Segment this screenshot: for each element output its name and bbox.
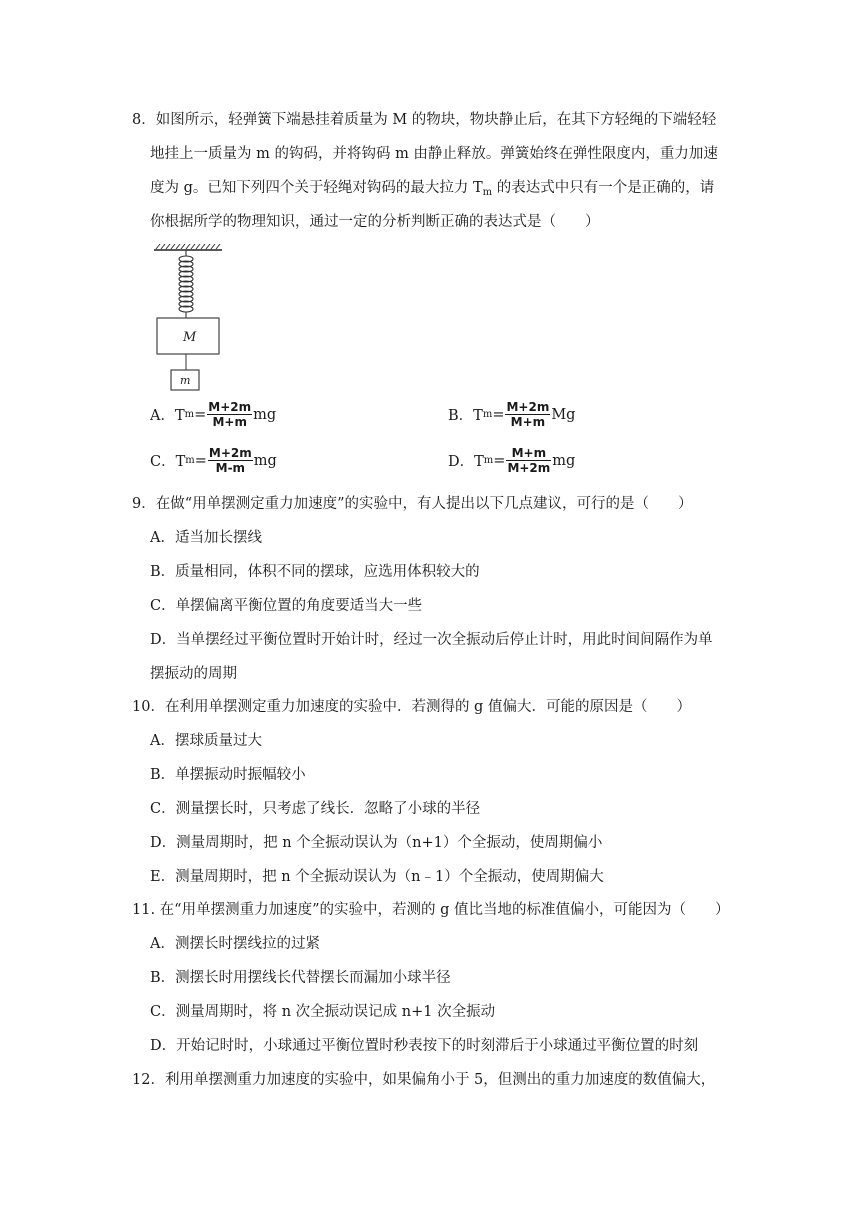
q10-option-d[interactable]: D．测量周期时，把 n 个全振动误认为（n+1）个全振动，使周期偏小 xyxy=(150,835,603,851)
q11-option-c[interactable]: C．测量周期时，将 n 次全振动误记成 n+1 次全振动 xyxy=(150,1004,496,1020)
q8-option-a-num: M+2m xyxy=(208,400,252,414)
q8-option-d-sub: m xyxy=(483,455,494,466)
q9-option-b[interactable]: B．质量相同，体积不同的摆球，应选用体积较大的 xyxy=(150,564,480,580)
q8-option-c-fraction xyxy=(208,446,253,475)
q9-option-a[interactable]: A．适当加长摆线 xyxy=(150,530,262,546)
q9-stem: 9．在做“用单摆测定重力加速度”的实验中，有人提出以下几点建议，可行的是（ ） xyxy=(132,496,693,512)
q11-option-a[interactable]: A．测摆长时摆线拉的过紧 xyxy=(150,936,320,952)
q8-option-b[interactable] xyxy=(448,400,575,429)
q8-option-d-num: M+m xyxy=(511,446,547,460)
q8-option-d-prefix: D．T xyxy=(448,454,484,470)
q10-stem: 10．在利用单摆测定重力加速度的实验中．若测得的 g 值偏大．可能的原因是（ ） xyxy=(132,699,691,715)
q8-stem-line-2: 地挂上一质量为 m 的钩码，并将钩码 m 由静止释放。弹簧始终在弹性限度内，重力加速 xyxy=(150,146,718,162)
q8-option-a-fraction xyxy=(207,400,252,429)
q8-option-b-den: M+m xyxy=(510,415,546,429)
ceiling-hatch xyxy=(156,244,220,249)
q12-stem: 12．利用单摆测重力加速度的实验中，如果偏角小于 5，但测出的重力加速度的数值偏大， xyxy=(132,1072,716,1088)
q8-stem-line-3a: 度为 g。已知下列四个关于轻绳对钩码的最大拉力 T xyxy=(150,180,483,196)
q11-option-d[interactable]: D．开始记时时，小球通过平衡位置时秒表按下的时刻滞后于小球通过平衡位置的时刻 xyxy=(150,1038,699,1054)
spring-block-figure xyxy=(150,244,230,394)
q8-option-d[interactable] xyxy=(448,446,575,475)
q8-stem-line-4: 你根据所学的物理知识，通过一定的分析判断正确的表达式是（ ） xyxy=(150,214,600,230)
q8-option-c-prefix: C．T xyxy=(150,454,186,470)
q8-option-c-sub: m xyxy=(185,455,195,466)
q8-option-c-den: M-m xyxy=(215,461,246,475)
q9-option-d[interactable]: D．当单摆经过平衡位置时开始计时，经过一次全振动后停止计时，用此时间间隔作为单 xyxy=(150,632,713,648)
q8-option-d-suffix: mg xyxy=(552,452,576,469)
q8-option-b-suffix: Mg xyxy=(551,406,576,423)
q8-option-a[interactable] xyxy=(150,400,276,429)
q8-option-a-sub: m xyxy=(184,409,195,420)
q8-stem-tm-sub: m xyxy=(482,187,493,198)
q8-option-a-suffix: mg xyxy=(253,406,277,423)
spring-coil xyxy=(179,250,193,318)
q8-option-b-fraction xyxy=(505,400,550,429)
q8-option-d-den: M+2m xyxy=(507,461,551,475)
q8-option-b-eq: = xyxy=(492,406,505,423)
q9-option-c[interactable]: C．单摆偏离平衡位置的角度要适当大一些 xyxy=(150,598,423,614)
q8-option-b-prefix: B．T xyxy=(448,408,483,424)
q8-option-d-fraction xyxy=(506,446,551,475)
q8-option-a-den: M+m xyxy=(212,415,247,429)
q8-option-c-suffix: mg xyxy=(253,452,277,469)
q8-option-d-eq: = xyxy=(493,452,506,469)
q10-option-a[interactable]: A．摆球质量过大 xyxy=(150,733,262,749)
q11-stem: 11. 在“用单摆测重力加速度”的实验中，若测的 g 值比当地的标准值偏小，可能因为（ ） xyxy=(132,902,730,918)
q8-option-c-num: M+2m xyxy=(208,446,252,460)
q8-option-a-eq: = xyxy=(194,406,207,423)
q10-option-c[interactable]: C．测量摆长时，只考虑了线长．忽略了小球的半径 xyxy=(150,801,481,817)
q8-stem-line-3 xyxy=(150,178,714,203)
q8-stem-line-3b: 的表达式中只有一个是正确的，请 xyxy=(492,180,715,196)
q8-option-a-prefix: A．T xyxy=(150,408,185,424)
q8-option-c-eq: = xyxy=(194,452,207,469)
q8-option-b-num: M+2m xyxy=(506,400,550,414)
q8-option-b-sub: m xyxy=(482,409,493,420)
q9-option-d-cont: 摆振动的周期 xyxy=(150,666,237,682)
block-big-label: M xyxy=(183,330,197,345)
q10-option-e[interactable]: E．测量周期时，把 n 个全振动误认为（n﹣1）个全振动，使周期偏大 xyxy=(150,869,604,885)
q10-option-b[interactable]: B．单摆振动时振幅较小 xyxy=(150,767,306,783)
q11-option-b[interactable]: B．测摆长时用摆线长代替摆长而漏加小球半径 xyxy=(150,970,451,986)
q8-stem-line-1: 8．如图所示，轻弹簧下端悬挂着质量为 M 的物块，物块静止后，在其下方轻绳的下端轻轻 xyxy=(132,112,717,128)
block-small-label: m xyxy=(180,374,191,387)
q8-option-c[interactable] xyxy=(150,446,277,475)
